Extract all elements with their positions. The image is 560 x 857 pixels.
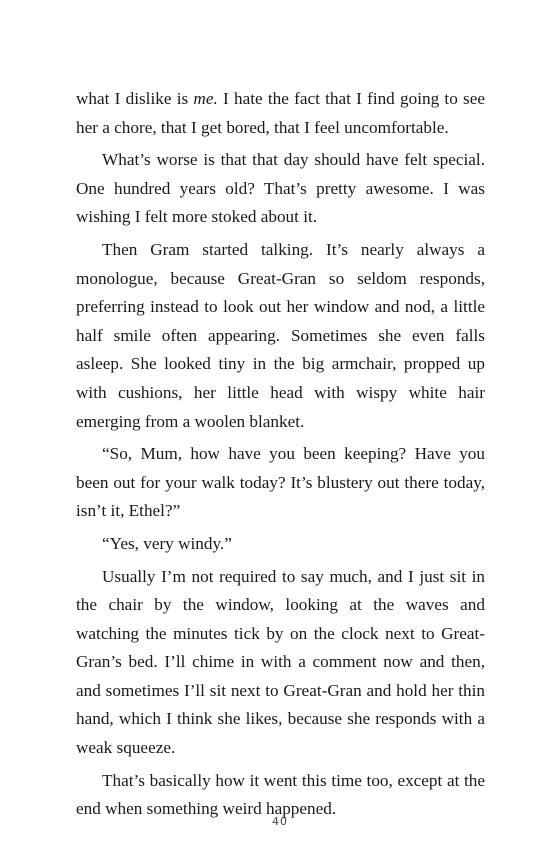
paragraph: “So, Mum, how have you been keeping? Have you been out for your walk today? It’s blustery out there today, isn’t it, Ethel?” (76, 444, 485, 521)
paragraph: What’s worse is that that day should have felt special. One hundred years old? That’s pretty awesome. I was wishing I felt more stoked about it. (76, 150, 485, 227)
paragraph-continuation (76, 85, 485, 142)
paragraph: Usually I’m not required to say much, and I just sit in the chair by the window, looking at the waves and watching the minutes tick by on the clock next to Great-Gran’s bed. I’ll chime in with a comment now and then, and sometimes I’ll sit next to Great-Gran and hold her thin hand, which I think she likes, because she responds with a weak squeeze. (76, 566, 485, 758)
page-number: 40 (272, 815, 288, 828)
emphasis-text: me. (193, 89, 218, 108)
paragraph: That’s basically how it went this time too, except at the end when something weird happened. (76, 770, 485, 819)
paragraph: Then Gram started talking. It’s nearly always a monologue, because Great-Gran so seldom responds, preferring instead to look out her window and nod, a little half smile often appearing. Sometimes she even falls asleep. She looked tiny in the big armchair, propped up with cushions, her little head with wispy white hair emerging from a woolen blanket. (76, 239, 485, 431)
paragraph-text: what I dislike is (76, 89, 194, 108)
paragraph: “Yes, very windy.” (102, 533, 232, 553)
body-text (76, 85, 485, 824)
paragraph-text: I hate the fact that I find going to see her a chore, that I get bored, that I feel uncomfortable. (76, 89, 485, 137)
